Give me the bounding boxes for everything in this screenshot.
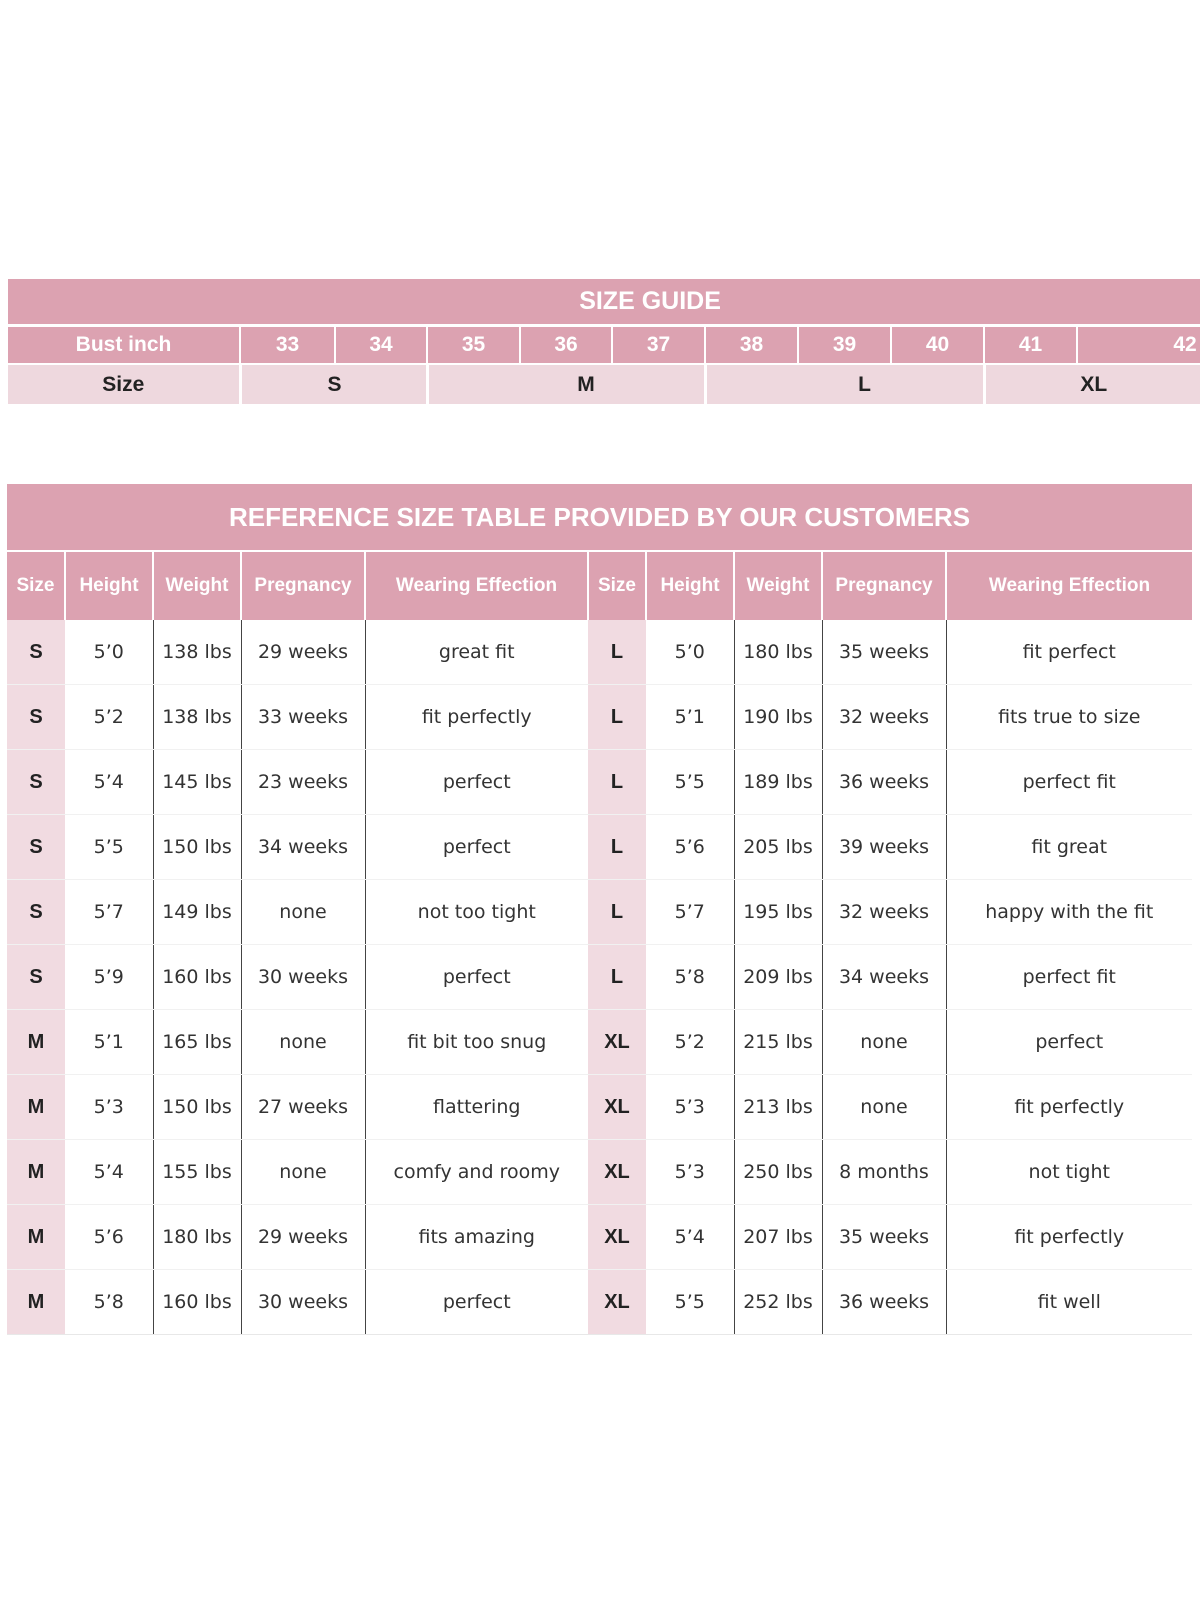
effect-cell: fit bit too snug: [365, 1010, 588, 1075]
size-cell: S: [7, 620, 65, 685]
weight-cell: 190 lbs: [734, 685, 822, 750]
size-cell: XL: [588, 1270, 646, 1335]
height-cell: 5’3: [646, 1075, 734, 1140]
height-cell: 5’0: [646, 620, 734, 685]
height-cell: 5’5: [65, 815, 153, 880]
table-row: [7, 1075, 1192, 1140]
effect-cell: perfect fit: [946, 945, 1192, 1010]
pregnancy-cell: 23 weeks: [241, 750, 365, 815]
table-row: [7, 1205, 1192, 1270]
bust-value: 40: [891, 326, 984, 365]
size-cell: XL: [588, 1205, 646, 1270]
column-header: Height: [646, 551, 734, 620]
size-value: L: [705, 364, 984, 404]
bust-value: 38: [705, 326, 798, 365]
height-cell: 5’8: [646, 945, 734, 1010]
pregnancy-cell: 27 weeks: [241, 1075, 365, 1140]
height-cell: 5’8: [65, 1270, 153, 1335]
table-row: [7, 1140, 1192, 1205]
size-cell: S: [7, 880, 65, 945]
column-header: Wearing Effection: [946, 551, 1192, 620]
weight-cell: 150 lbs: [153, 815, 241, 880]
size-cell: L: [588, 620, 646, 685]
pregnancy-cell: 34 weeks: [241, 815, 365, 880]
weight-cell: 160 lbs: [153, 1270, 241, 1335]
pregnancy-cell: 32 weeks: [822, 880, 946, 945]
table-row: [7, 1010, 1192, 1075]
height-cell: 5’2: [646, 1010, 734, 1075]
size-cell: L: [588, 880, 646, 945]
size-cell: M: [7, 1270, 65, 1335]
height-cell: 5’2: [65, 685, 153, 750]
effect-cell: perfect: [365, 1270, 588, 1335]
size-cell: M: [7, 1140, 65, 1205]
pregnancy-cell: 39 weeks: [822, 815, 946, 880]
weight-cell: 252 lbs: [734, 1270, 822, 1335]
bust-value: 41: [984, 326, 1077, 365]
pregnancy-cell: none: [822, 1075, 946, 1140]
size-cell: L: [588, 945, 646, 1010]
pregnancy-cell: 29 weeks: [241, 620, 365, 685]
size-cell: XL: [588, 1140, 646, 1205]
height-cell: 5’9: [65, 945, 153, 1010]
height-cell: 5’1: [646, 685, 734, 750]
effect-cell: perfect: [365, 815, 588, 880]
weight-cell: 250 lbs: [734, 1140, 822, 1205]
size-cell: XL: [588, 1075, 646, 1140]
effect-cell: fit perfectly: [946, 1205, 1192, 1270]
weight-cell: 180 lbs: [153, 1205, 241, 1270]
size-value: XL: [984, 364, 1200, 404]
size-cell: S: [7, 750, 65, 815]
column-header: Pregnancy: [822, 551, 946, 620]
pregnancy-cell: 36 weeks: [822, 1270, 946, 1335]
weight-cell: 180 lbs: [734, 620, 822, 685]
pregnancy-cell: none: [241, 880, 365, 945]
height-cell: 5’5: [646, 1270, 734, 1335]
height-cell: 5’4: [65, 750, 153, 815]
reference-table-body: [7, 620, 1192, 1335]
height-cell: 5’3: [65, 1075, 153, 1140]
weight-cell: 165 lbs: [153, 1010, 241, 1075]
height-cell: 5’4: [65, 1140, 153, 1205]
column-header: Size: [7, 551, 65, 620]
weight-cell: 155 lbs: [153, 1140, 241, 1205]
weight-cell: 138 lbs: [153, 685, 241, 750]
bust-row: [8, 326, 1200, 365]
weight-cell: 213 lbs: [734, 1075, 822, 1140]
weight-cell: 189 lbs: [734, 750, 822, 815]
size-label: Size: [8, 364, 240, 404]
height-cell: 5’6: [646, 815, 734, 880]
weight-cell: 205 lbs: [734, 815, 822, 880]
height-cell: 5’1: [65, 1010, 153, 1075]
pregnancy-cell: 35 weeks: [822, 1205, 946, 1270]
pregnancy-cell: 36 weeks: [822, 750, 946, 815]
size-cell: S: [7, 685, 65, 750]
effect-cell: fit perfect: [946, 620, 1192, 685]
weight-cell: 209 lbs: [734, 945, 822, 1010]
height-cell: 5’6: [65, 1205, 153, 1270]
size-cell: L: [588, 815, 646, 880]
effect-cell: perfect: [365, 945, 588, 1010]
table-row: [7, 880, 1192, 945]
effect-cell: perfect: [365, 750, 588, 815]
column-header: Height: [65, 551, 153, 620]
weight-cell: 215 lbs: [734, 1010, 822, 1075]
reference-size-table: [7, 484, 1192, 1335]
pregnancy-cell: none: [822, 1010, 946, 1075]
table-row: [7, 1270, 1192, 1335]
size-cell: XL: [588, 1010, 646, 1075]
pregnancy-cell: 8 months: [822, 1140, 946, 1205]
size-row: [8, 364, 1200, 404]
weight-cell: 195 lbs: [734, 880, 822, 945]
pregnancy-cell: 29 weeks: [241, 1205, 365, 1270]
weight-cell: 160 lbs: [153, 945, 241, 1010]
bust-value: 36: [520, 326, 612, 365]
size-cell: M: [7, 1205, 65, 1270]
pregnancy-cell: 32 weeks: [822, 685, 946, 750]
size-cell: M: [7, 1010, 65, 1075]
bust-value: 34: [335, 326, 427, 365]
effect-cell: fit well: [946, 1270, 1192, 1335]
effect-cell: great fit: [365, 620, 588, 685]
pregnancy-cell: 30 weeks: [241, 1270, 365, 1335]
table-row: [7, 620, 1192, 685]
effect-cell: perfect fit: [946, 750, 1192, 815]
column-header: Pregnancy: [241, 551, 365, 620]
effect-cell: happy with the fit: [946, 880, 1192, 945]
effect-cell: flattering: [365, 1075, 588, 1140]
effect-cell: fit great: [946, 815, 1192, 880]
table-row: [7, 685, 1192, 750]
column-header: Wearing Effection: [365, 551, 588, 620]
effect-cell: fit perfectly: [946, 1075, 1192, 1140]
bust-value: 35: [427, 326, 520, 365]
table-row: [7, 945, 1192, 1010]
effect-cell: fits amazing: [365, 1205, 588, 1270]
weight-cell: 138 lbs: [153, 620, 241, 685]
weight-cell: 149 lbs: [153, 880, 241, 945]
effect-cell: perfect: [946, 1010, 1192, 1075]
size-cell: L: [588, 750, 646, 815]
height-cell: 5’7: [65, 880, 153, 945]
pregnancy-cell: 35 weeks: [822, 620, 946, 685]
column-header: Weight: [734, 551, 822, 620]
reference-table-title: REFERENCE SIZE TABLE PROVIDED BY OUR CUSTOMERS: [7, 484, 1192, 551]
bust-label: Bust inch: [8, 326, 240, 365]
pregnancy-cell: none: [241, 1140, 365, 1205]
height-cell: 5’3: [646, 1140, 734, 1205]
size-guide-title: SIZE GUIDE: [8, 279, 1200, 326]
height-cell: 5’4: [646, 1205, 734, 1270]
effect-cell: not too tight: [365, 880, 588, 945]
size-cell: L: [588, 685, 646, 750]
height-cell: 5’7: [646, 880, 734, 945]
size-cell: S: [7, 945, 65, 1010]
effect-cell: not tight: [946, 1140, 1192, 1205]
column-header: Weight: [153, 551, 241, 620]
bust-value: 39: [798, 326, 891, 365]
bust-value: 33: [240, 326, 335, 365]
size-guide-table: [8, 279, 1200, 404]
height-cell: 5’5: [646, 750, 734, 815]
pregnancy-cell: 33 weeks: [241, 685, 365, 750]
weight-cell: 145 lbs: [153, 750, 241, 815]
table-row: [7, 750, 1192, 815]
weight-cell: 207 lbs: [734, 1205, 822, 1270]
pregnancy-cell: 30 weeks: [241, 945, 365, 1010]
pregnancy-cell: none: [241, 1010, 365, 1075]
effect-cell: fits true to size: [946, 685, 1192, 750]
column-header: Size: [588, 551, 646, 620]
weight-cell: 150 lbs: [153, 1075, 241, 1140]
size-value: M: [427, 364, 705, 404]
pregnancy-cell: 34 weeks: [822, 945, 946, 1010]
effect-cell: fit perfectly: [365, 685, 588, 750]
size-cell: S: [7, 815, 65, 880]
bust-value: 42: [1077, 326, 1200, 365]
height-cell: 5’0: [65, 620, 153, 685]
bust-value: 37: [612, 326, 705, 365]
size-cell: M: [7, 1075, 65, 1140]
reference-header-row: [7, 551, 1192, 620]
effect-cell: comfy and roomy: [365, 1140, 588, 1205]
size-value: S: [240, 364, 427, 404]
table-row: [7, 815, 1192, 880]
